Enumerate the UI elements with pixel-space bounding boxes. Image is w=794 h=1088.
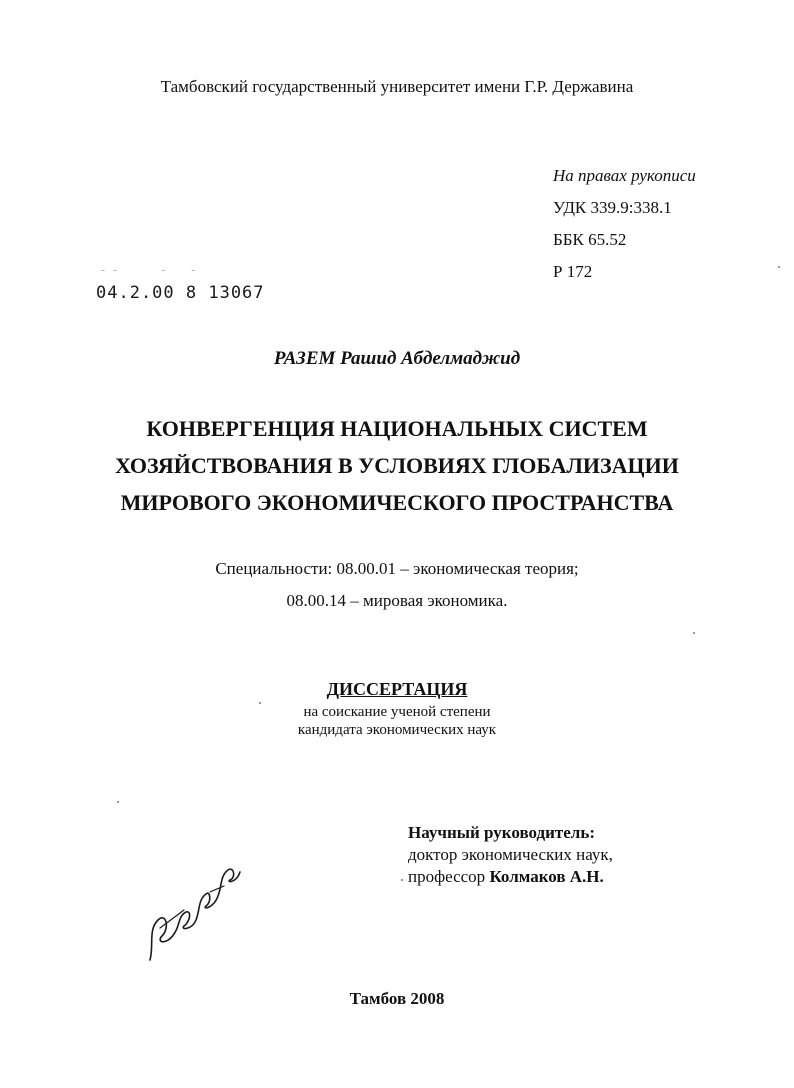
manuscript-rights-block [553,160,696,288]
advisor-block [408,822,613,888]
author-name: РАЗЕМ Рашид Абделмаджид [273,348,521,369]
author-index: Р 172 [553,262,593,281]
advisor-degree: доктор экономических наук, [408,845,613,864]
scan-speck [259,702,261,704]
degree-line: кандидата экономических наук [297,722,497,738]
advisor-title: профессор [408,867,486,886]
registry-code: 04.2.00 8 13067 [96,283,265,303]
manuscript-rights: На правах рукописи [553,166,696,185]
scan-speck [778,266,780,268]
specialty-line: 08.00.14 – мировая экономика. [286,591,508,610]
scan-speck [401,879,403,881]
degree-block [0,703,794,739]
handwritten-signature [140,850,250,970]
title-line: МИРОВОГО ЭКОНОМИЧЕСКОГО ПРОСТРАНСТВА [120,490,674,515]
specialty-block [0,553,794,617]
specialty-line: Специальности: 08.00.01 – экономическая теория; [215,559,579,578]
scan-speck [117,801,119,803]
city-year: Тамбов 2008 [349,989,445,1008]
stamp-marks: ⁻ ⁻ ⁻ ⁻ [100,268,197,279]
dissertation-title [0,410,794,521]
advisor-name: Колмаков А.Н. [489,867,604,886]
university-name: Тамбовский государственный университет имени Г.Р. Державина [160,77,634,96]
title-line: ХОЗЯЙСТВОВАНИЯ В УСЛОВИЯХ ГЛОБАЛИЗАЦИИ [115,453,679,478]
degree-line: на соискание ученой степени [303,704,491,720]
advisor-heading: Научный руководитель: [408,823,595,842]
udk-code: УДК 339.9:338.1 [553,198,672,217]
advisor-title-line [408,866,613,888]
dissertation-label: ДИССЕРТАЦИЯ [326,679,468,699]
title-line: КОНВЕРГЕНЦИЯ НАЦИОНАЛЬНЫХ СИСТЕМ [146,416,648,441]
scan-speck [693,632,695,634]
bbk-code: ББК 65.52 [553,230,627,249]
